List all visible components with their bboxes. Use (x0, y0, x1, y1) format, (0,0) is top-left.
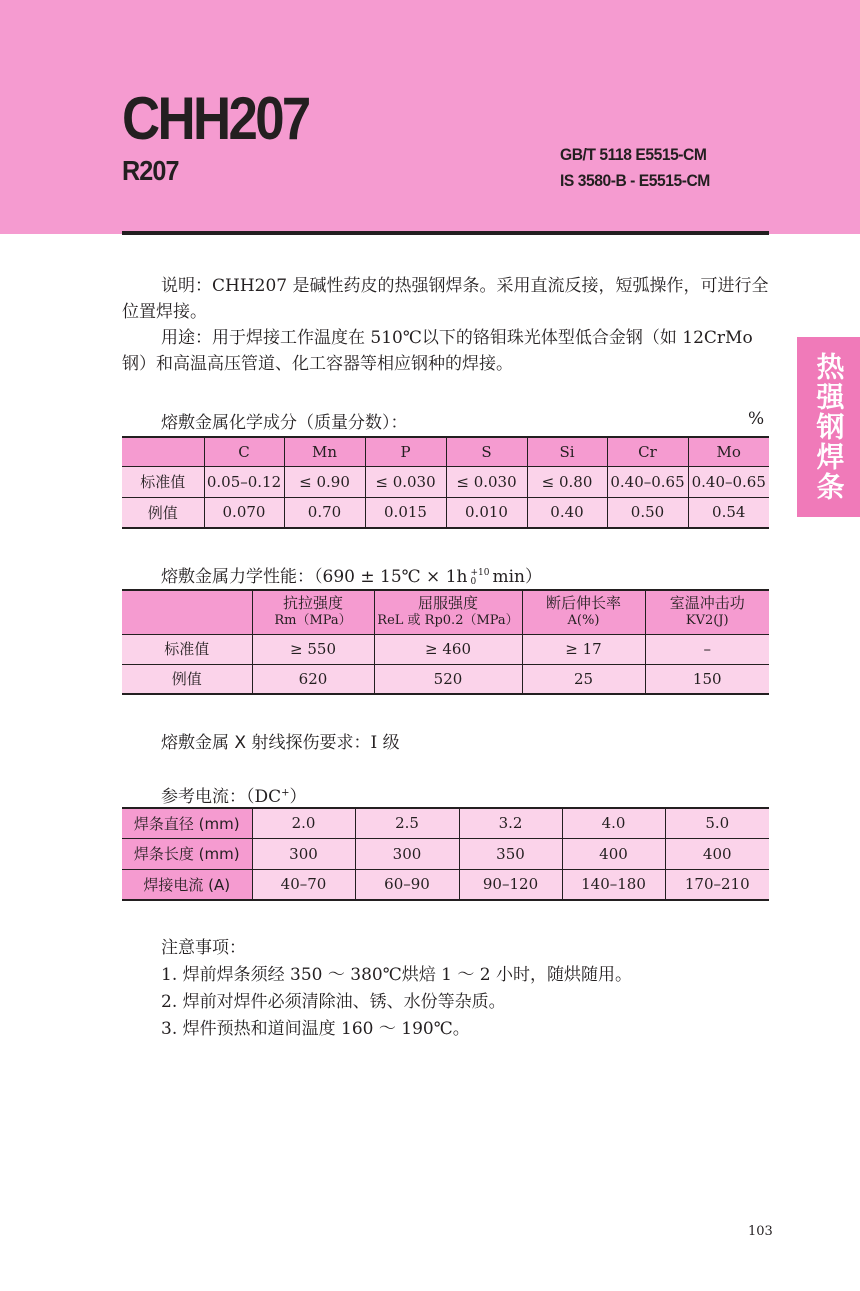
description-label: 说明： (161, 276, 212, 296)
table-cell: 400 (562, 838, 665, 869)
table-cell: 0.015 (365, 497, 446, 528)
table-cell: 2.5 (355, 808, 459, 838)
column-header-line: 抗拉强度 (282, 594, 343, 613)
header-rule (122, 231, 769, 235)
usage-text: 用于焊接工作温度在 510℃以下的铬钼珠光体型低合金钢（如 12CrMo 钢）和高温高压管道、化工容器等相应钢种的焊接。 (122, 328, 753, 374)
notes-section (161, 935, 632, 1043)
mechanical-heading (161, 562, 542, 587)
mechanical-condition-sup: +10 (470, 567, 490, 578)
chemical-col-header (122, 437, 204, 466)
row-label: 焊条长度 (mm) (122, 838, 252, 869)
table-cell: 4.0 (562, 808, 665, 838)
standard-is: IS 3580-B - E5515-CM (560, 171, 710, 190)
table-cell: ≥ 17 (522, 634, 645, 664)
mechanical-title: 熔敷金属力学性能： (161, 567, 314, 587)
mechanical-condition-end: min） (492, 567, 542, 587)
table-row (122, 808, 769, 838)
table-cell: ≤ 0.80 (527, 466, 607, 497)
current-table (122, 807, 769, 901)
column-header-unit: ReL 或 Rp0.2（MPa） (377, 613, 519, 629)
chemical-col-header: P (365, 437, 446, 466)
table-cell: ≤ 0.030 (446, 466, 527, 497)
current-title: 参考电流： (161, 787, 246, 807)
note-item: 2. 焊前对焊件必须清除油、锈、水份等杂质。 (161, 992, 506, 1012)
column-header-line: 屈服强度 (417, 594, 478, 613)
table-cell: – (645, 634, 769, 664)
column-header-unit: A(%) (567, 613, 600, 629)
current-heading (161, 782, 307, 807)
table-cell: 25 (522, 664, 645, 694)
alt-model: R207 (122, 155, 179, 186)
usage-paragraph (122, 325, 772, 377)
page-number: 103 (748, 1224, 773, 1239)
table-cell: 0.70 (284, 497, 365, 528)
xray-line (161, 728, 400, 753)
mechanical-col-header (252, 590, 374, 634)
table-cell: 60–90 (355, 869, 459, 900)
column-header-line: 断后伸长率 (545, 594, 621, 613)
table-cell: 300 (252, 838, 355, 869)
mechanical-condition: （690 ± 15℃ × 1h (314, 567, 468, 587)
mechanical-header-row (122, 590, 769, 634)
table-cell: ≤ 0.90 (284, 466, 365, 497)
table-cell: 400 (665, 838, 769, 869)
table-cell: 140–180 (562, 869, 665, 900)
table-cell: 90–120 (459, 869, 562, 900)
xray-label: 熔敷金属 X 射线探伤要求： (161, 733, 371, 753)
column-header-line: 室温冲击功 (669, 594, 745, 613)
chemical-col-header: Mo (688, 437, 769, 466)
table-cell: 520 (374, 664, 522, 694)
note-item: 3. 焊件预热和道间温度 160 ～ 190℃。 (161, 1019, 470, 1039)
table-cell: 150 (645, 664, 769, 694)
table-cell: 0.010 (446, 497, 527, 528)
table-row (122, 497, 769, 528)
mechanical-col-header (374, 590, 522, 634)
table-cell: 3.2 (459, 808, 562, 838)
table-cell: 5.0 (665, 808, 769, 838)
standard-gb: GB/T 5118 E5515-CM (560, 145, 707, 164)
mechanical-table (122, 589, 769, 695)
table-cell: 0.40–0.65 (607, 466, 688, 497)
table-row (122, 664, 769, 694)
table-cell: 170–210 (665, 869, 769, 900)
table-row (122, 634, 769, 664)
current-type-end: ） (289, 787, 307, 807)
column-header-unit: KV2(J) (685, 613, 729, 629)
mechanical-col-header (645, 590, 769, 634)
current-type: （DC (246, 787, 282, 807)
chemical-heading (161, 408, 408, 433)
table-cell: 0.54 (688, 497, 769, 528)
table-cell: 0.070 (204, 497, 284, 528)
row-label: 标准值 (122, 466, 204, 497)
side-tab-label: 热强钢焊条 (812, 352, 846, 502)
row-label: 焊接电流 (A) (122, 869, 252, 900)
usage-label: 用途： (161, 328, 212, 348)
description-paragraph (122, 273, 772, 325)
row-label: 标准值 (122, 634, 252, 664)
table-cell: ≤ 0.030 (365, 466, 446, 497)
chemical-unit: % (748, 409, 765, 429)
section-side-tab (797, 337, 860, 517)
product-model: CHH207 (122, 85, 309, 152)
table-cell: 40–70 (252, 869, 355, 900)
table-cell: 350 (459, 838, 562, 869)
table-cell: 0.40 (527, 497, 607, 528)
current-type-sup: + (281, 787, 290, 799)
table-row (122, 869, 769, 900)
chemical-col-header: Si (527, 437, 607, 466)
row-label: 例值 (122, 497, 204, 528)
table-cell: 0.05–0.12 (204, 466, 284, 497)
table-cell: 0.40–0.65 (688, 466, 769, 497)
notes-title: 注意事项： (161, 938, 246, 958)
column-header-unit: Rm（MPa） (274, 613, 352, 629)
note-item: 1. 焊前焊条须经 350 ～ 380℃烘焙 1 ～ 2 小时，随烘随用。 (161, 965, 632, 985)
table-cell: 620 (252, 664, 374, 694)
chemical-col-header: Mn (284, 437, 365, 466)
table-cell: ≥ 550 (252, 634, 374, 664)
table-cell: ≥ 460 (374, 634, 522, 664)
table-cell: 300 (355, 838, 459, 869)
mechanical-condition-sub: 0 (470, 576, 477, 587)
table-row (122, 838, 769, 869)
chemical-table (122, 436, 769, 529)
table-row (122, 466, 769, 497)
xray-value: I 级 (370, 733, 400, 753)
chemical-col-header: S (446, 437, 527, 466)
description-text: CHH207 是碱性药皮的热强钢焊条。采用直流反接，短弧操作，可进行全位置焊接。 (122, 276, 769, 322)
row-label: 例值 (122, 664, 252, 694)
chemical-col-header: C (204, 437, 284, 466)
chemical-header-row (122, 437, 769, 466)
table-cell: 0.50 (607, 497, 688, 528)
table-cell: 2.0 (252, 808, 355, 838)
mechanical-col-header (522, 590, 645, 634)
chemical-col-header: Cr (607, 437, 688, 466)
row-label: 焊条直径 (mm) (122, 808, 252, 838)
chemical-title: 熔敷金属化学成分（质量分数）： (161, 413, 408, 433)
